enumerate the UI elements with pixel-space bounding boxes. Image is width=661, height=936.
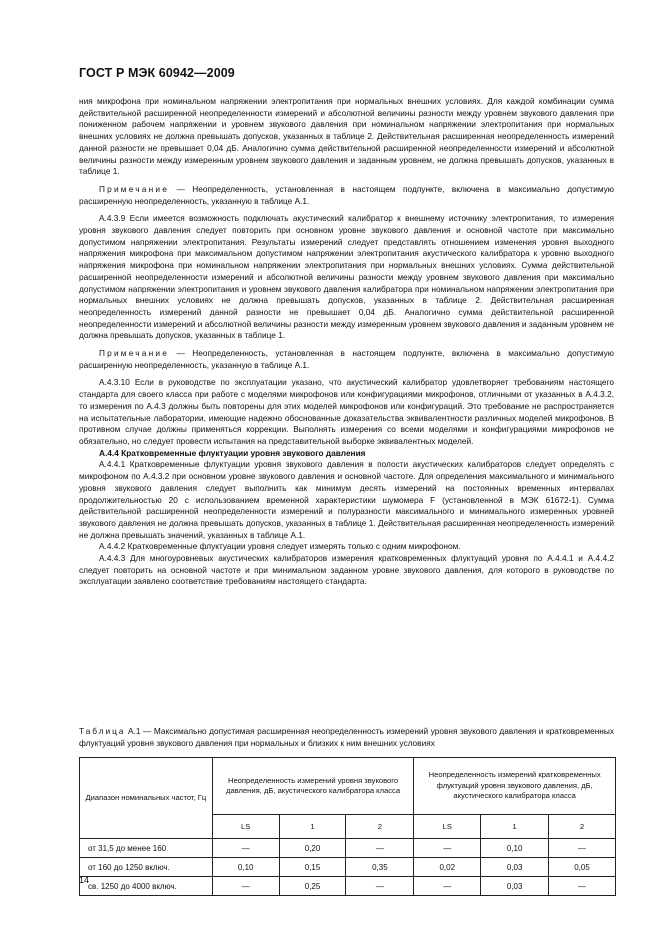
section-heading-a44: А.4.4 Кратковременные флуктуации уровня звукового давления — [99, 447, 366, 458]
header-class: LS — [414, 815, 481, 839]
note-label: Примечание — [99, 348, 170, 359]
table-cell: 0,03 — [481, 877, 549, 896]
table-caption — [79, 726, 614, 749]
paragraph-a441: А.4.4.1 Кратковременные флуктуации уровня звукового давления в полости акустических калибраторов следует определять с микрофоном по А.4.3.2 при основном уровне звукового давления и основной частоте. Для определения максимального и минимального уровня звукового давления следует выполнить как минимум десять измерений на постоянных временных интервалах продолжительностью 20 с использованием временной характеристики шумомера F (установленной в МЭК 61672-1). Сумма действительной расширенной неопределенности измерений и полуразности максимального и минимального измеренных уровней звукового давления не должна превышать допусков, указанных в таблице 1. Действительная расширенная неопределенность измерений не должна превышать значений, указанных в таблице А.1. — [79, 459, 614, 540]
table-cell: — — [346, 877, 414, 896]
header-fluctuation-uncertainty: Неопределенность измерений кратковременных флуктуаций уровня звукового давления, дБ, акустического калибратора класса — [414, 758, 616, 815]
document-header: ГОСТ Р МЭК 60942—2009 — [79, 66, 235, 80]
table-cell: 0,02 — [414, 858, 481, 877]
header-level-uncertainty: Неопределенность измерений уровня звукового давления, дБ, акустического калибратора класса — [212, 758, 414, 815]
table-cell: 0,03 — [481, 858, 549, 877]
header-class: LS — [212, 815, 279, 839]
note-1 — [79, 184, 614, 207]
table-row — [80, 839, 616, 858]
table-cell: — — [414, 839, 481, 858]
paragraph-a439: А.4.3.9 Если имеется возможность подключать акустический калибратор к внешнему источнику электропитания, то измерения уровня звукового давления следует повторить при основном уровне звукового давления и основной частоте при максимально допустимом напряжении электропитания. Результаты измерений следует представлять отношением изменения уровня выходного напряжения микрофона при максимальном допустимом напряжении электропитания акустического калибратора к уровню выходного напряжения микрофона при номинальном напряжении электропитания при нормальных внешних условиях. Сумма действительной расширенной неопределенности измерений и абсолютной величины разности между уровнем звукового давления при максимально допустимом напряжении электропитания и уровнем звукового давления калибратора при номинальном напряжении электропитания при нормальных внешних условиях не должна превышать допусков, указанных в таблице 2. Действительная расширенная неопределенность измерений данной разности не превышает 0,04 дБ. Аналогично сумма действительной расширенной неопределенности измерений и абсолютной величины разности между измеренным уровнем звукового давления и заданным уровнем не должна превышать допусков, указанных в таблице 1. — [79, 213, 614, 341]
table-cell: 0,15 — [279, 858, 346, 877]
header-frequency-range: Диапазон номинальных частот, Гц — [80, 758, 213, 839]
header-class: 2 — [346, 815, 414, 839]
paragraph-continuation: ния микрофона при номинальном напряжении электропитания при нормальных внешних условиях. Для каждой комбинации сумма действительной расширенной неопределенности измерений и абсолютной величины разности между уровнем звукового давления при пониженном рабочем напряжении и уровнем звукового давления при номинальном напряжении электропитания при нормальных внешних условиях не должна превышать допусков, указанных в таблице 2. Действительная расширенная неопределенность измерений данной разности не превышает 0,04 дБ. Аналогично сумма действительной расширенной неопределенности измерений и абсолютной величины разности между измеренным уровнем звукового давления и заданным уровнем, не должна превышать допусков, указанных в таблице 1. — [79, 96, 614, 177]
table-caption-text: А.1 — Максимально допустимая расширенная неопределенность измерений уровня звукового давления и кратковременных флуктуаций уровня звукового давления при нормальных и близких к ним внешних условиях — [79, 726, 614, 748]
table-cell: 0,35 — [346, 858, 414, 877]
row-range: от 160 до 1250 включ. — [80, 858, 213, 877]
paragraph-a442: А.4.4.2 Кратковременные флуктуации уровня следует измерять только с одним микрофоном. — [99, 541, 461, 552]
table-cell: 0,05 — [549, 858, 616, 877]
header-class: 1 — [279, 815, 346, 839]
note-text: — Неопределенность, установленная в настоящем подпункте, включена в максимально допустимую расширенную неопределенность, указанную в таблице А.1. — [79, 183, 614, 206]
uncertainty-table — [79, 757, 616, 896]
header-class: 1 — [481, 815, 549, 839]
note-text: — Неопределенность, установленная в настоящем подпункте, включена в максимально допустимую расширенную неопределенность, указанную в таблице А.1. — [79, 348, 614, 370]
table-row — [80, 858, 616, 877]
table-cell: — — [212, 839, 279, 858]
note-label: Примечание — [99, 183, 170, 194]
table-cell: 0,10 — [212, 858, 279, 877]
row-range: от 31,5 до менее 160 — [80, 839, 213, 858]
header-class: 2 — [549, 815, 616, 839]
table-caption-label: Таблица — [79, 726, 126, 736]
table-cell: — — [549, 839, 616, 858]
table-cell: — — [549, 877, 616, 896]
table-cell: 0,10 — [481, 839, 549, 858]
row-range: св. 1250 до 4000 включ. — [80, 877, 213, 896]
paragraph-a4310: А.4.3.10 Если в руководстве по эксплуатации указано, что акустический калибратор удовлетворяет требованиям настоящего стандарта для своего класса при работе с моделями микрофонов или конфигурациями микрофонов, отличными от указанных в А.4.3.2, то измерения по А.4.3 должны быть повторены для этих моделей микрофонов или конфигураций. Это требование не распространяется на испытательные лаборатории, имеющие надежно обоснованные доказательства эквивалентности различных моделей микрофонов. В противном случае должны применяться коррекции. Выполнять измерения со всеми моделями и конфигурациями микрофонов не обязательно, но следует провести испытания на представительной выборке эквивалентных моделей. — [79, 377, 614, 446]
table-cell: 0,20 — [279, 839, 346, 858]
page-number: 14 — [79, 875, 90, 885]
table-cell: — — [346, 839, 414, 858]
body-text — [79, 96, 614, 588]
table-row — [80, 877, 616, 896]
table-cell: 0,25 — [279, 877, 346, 896]
table-cell: — — [414, 877, 481, 896]
table-cell: — — [212, 877, 279, 896]
paragraph-a443: А.4.4.3 Для многоуровневых акустических калибраторов измерения кратковременных флуктуаций уровня по А.4.4.1 и А.4.4.2 следует повторить на основной частоте и при минимальном заданном уровне звукового давления, для которого в руководстве по эксплуатации заявлено соответствие требованиям настоящего стандарта. — [79, 553, 614, 587]
note-2 — [79, 348, 614, 371]
